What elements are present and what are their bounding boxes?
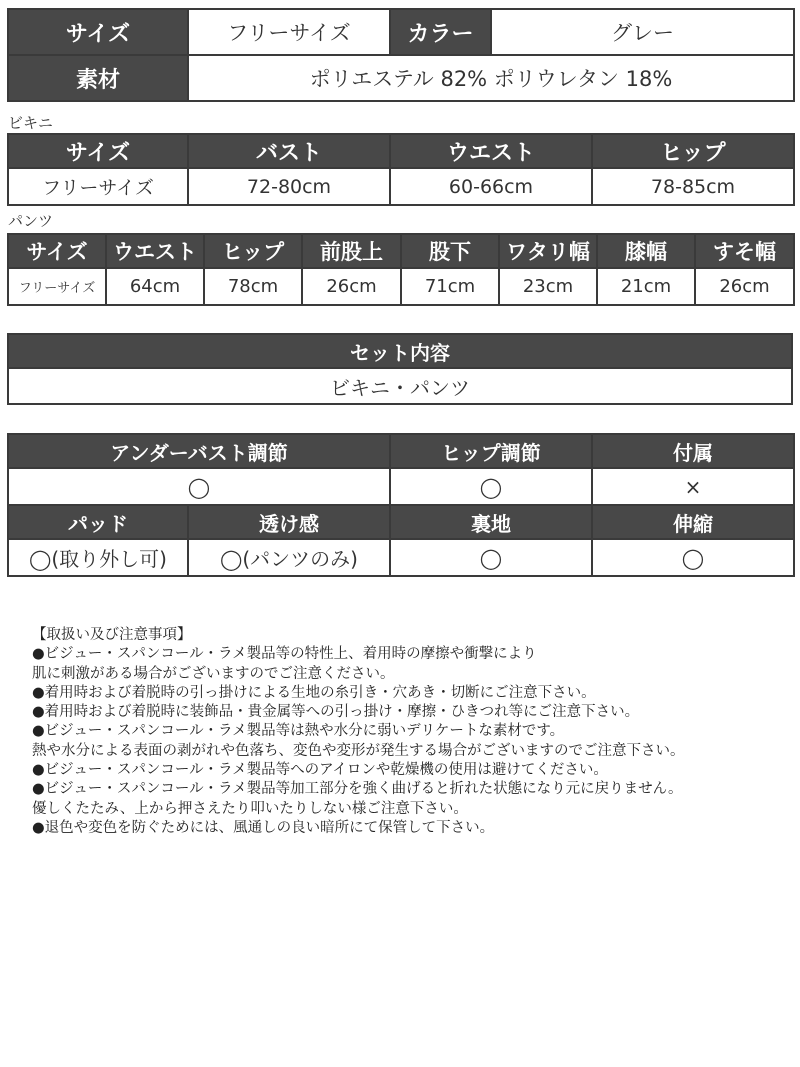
bikini-caption: ビキニ [8, 114, 54, 132]
feature-header-underbust-adjust: アンダーバスト調節 [8, 434, 390, 468]
feature-value-stretch: ◯ [592, 539, 794, 576]
pants-header-front-rise: 前股上 [302, 234, 401, 268]
care-note-line: 肌に刺激がある場合がございますのでご注意ください。 [32, 665, 395, 682]
pants-value-knee: 21cm [597, 268, 695, 305]
pants-header-size: サイズ [8, 234, 106, 268]
features-table [7, 433, 795, 577]
feature-header-pad: パッド [8, 505, 188, 539]
pants-value-hem: 26cm [695, 268, 794, 305]
feature-value-lining: ◯ [390, 539, 592, 576]
bikini-header-hip: ヒップ [592, 134, 794, 168]
bikini-size-table [7, 133, 795, 206]
bikini-header-size: サイズ [8, 134, 188, 168]
pants-value-front-rise: 26cm [302, 268, 401, 305]
bikini-value-hip: 78-85cm [592, 168, 794, 205]
material-value: ポリエステル 82% ポリウレタン 18% [188, 55, 794, 101]
color-value: グレー [491, 9, 794, 55]
pants-value-inseam: 71cm [401, 268, 499, 305]
feature-value-sheerness: ◯(パンツのみ) [188, 539, 390, 576]
care-note-line: 熱や水分による表面の剥がれや色落ち、変色や変形が発生する場合がございますのでご注意下さい。 [32, 742, 685, 759]
feature-header-accessory: 付属 [592, 434, 794, 468]
bikini-value-bust: 72-80cm [188, 168, 390, 205]
pants-size-table [7, 233, 795, 306]
feature-header-sheerness: 透け感 [188, 505, 390, 539]
pants-value-hip: 78cm [204, 268, 302, 305]
set-contents-table [7, 333, 793, 405]
set-contents-value: ビキニ・パンツ [8, 368, 792, 404]
care-note-line: ●着用時および着脱時に装飾品・貴金属等への引っ掛け・摩擦・ひきつれ等にご注意下さい。 [32, 704, 640, 721]
pants-value-size: フリーサイズ [8, 268, 106, 305]
care-note-line: ●ビジュー・スパンコール・ラメ製品等の特性上、着用時の摩擦や衝撃により [32, 646, 537, 663]
feature-header-stretch: 伸縮 [592, 505, 794, 539]
pants-header-waist: ウエスト [106, 234, 204, 268]
bikini-header-bust: バスト [188, 134, 390, 168]
bikini-value-waist: 60-66cm [390, 168, 592, 205]
pants-header-hip: ヒップ [204, 234, 302, 268]
care-note-line: ●着用時および着脱時の引っ掛けによる生地の糸引き・穴あき・切断にご注意下さい。 [32, 684, 596, 701]
color-label: カラー [390, 9, 491, 55]
pants-value-thigh: 23cm [499, 268, 597, 305]
material-label: 素材 [8, 55, 188, 101]
feature-header-lining: 裏地 [390, 505, 592, 539]
pants-value-waist: 64cm [106, 268, 204, 305]
bikini-value-size: フリーサイズ [8, 168, 188, 205]
feature-value-hip-adjust: ◯ [390, 468, 592, 505]
bikini-header-waist: ウエスト [390, 134, 592, 168]
feature-value-accessory: × [592, 468, 794, 505]
feature-header-hip-adjust: ヒップ調節 [390, 434, 592, 468]
spec-table [7, 8, 795, 102]
pants-header-thigh: ワタリ幅 [499, 234, 597, 268]
pants-caption: パンツ [8, 212, 54, 230]
pants-header-hem: すそ幅 [695, 234, 794, 268]
set-contents-header: セット内容 [8, 334, 792, 368]
pants-header-knee: 膝幅 [597, 234, 695, 268]
care-note-line: ●ビジュー・スパンコール・ラメ製品等加工部分を強く曲げると折れた状態になり元に戻りません。 [32, 781, 683, 798]
care-notes [32, 626, 792, 838]
feature-value-pad: ◯(取り外し可) [8, 539, 188, 576]
care-note-line: ●ビジュー・スパンコール・ラメ製品等へのアイロンや乾燥機の使用は避けてください。 [32, 762, 608, 779]
size-value: フリーサイズ [188, 9, 390, 55]
size-label: サイズ [8, 9, 188, 55]
care-note-line: ●ビジュー・スパンコール・ラメ製品等は熱や水分に弱いデリケートな素材です。 [32, 723, 565, 740]
care-note-line: ●退色や変色を防ぐためには、風通しの良い暗所にて保管して下さい。 [32, 819, 495, 836]
feature-value-underbust-adjust: ◯ [8, 468, 390, 505]
care-note-line: 優しくたたみ、上から押さえたり叩いたりしない様ご注意下さい。 [32, 800, 468, 817]
care-notes-title: 【取扱い及び注意事項】 [32, 627, 192, 643]
pants-header-inseam: 股下 [401, 234, 499, 268]
